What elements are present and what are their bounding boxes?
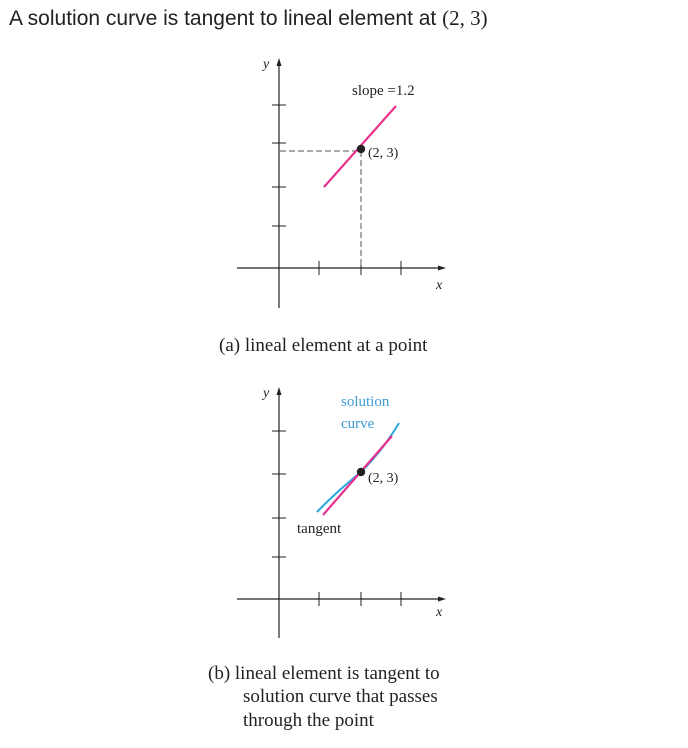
panel-b-point [357,468,365,476]
panel-b-curve-label-1: solution [341,394,390,410]
panel-b-y-label: y [263,386,270,401]
panel-b-x-arrow [438,597,446,602]
panel-b-x-label: x [436,605,443,620]
panel-b-caption-line-3: through the point [243,710,374,731]
panel-b-solution-curve [317,423,399,512]
panel-b-caption-line-1: (b) lineal element is tangent to [208,663,440,684]
panel-a-point [357,145,365,153]
panel-a-y-label: y [263,57,270,72]
heading-point: (2, 3) [442,6,488,30]
panel-a [219,57,446,356]
heading-text: A solution curve is tangent to lineal element at [9,7,437,30]
panel-a-point-label: (2, 3) [368,146,399,161]
panel-a-x-label: x [436,278,443,293]
panel-a-x-arrow [438,266,446,271]
panel-b-y-arrow [277,387,282,395]
panel-b-caption-line-2: solution curve that passes [243,686,438,707]
panel-a-y-arrow [277,58,282,66]
panel-a-slope-label: slope =1.2 [352,83,415,99]
panel-b-point-label: (2, 3) [368,471,399,486]
panel-b [208,386,446,731]
panel-b-curve-label-2: curve [341,416,375,432]
panel-a-caption: (a) lineal element at a point [219,335,428,356]
panel-b-tangent-label: tangent [297,521,342,537]
